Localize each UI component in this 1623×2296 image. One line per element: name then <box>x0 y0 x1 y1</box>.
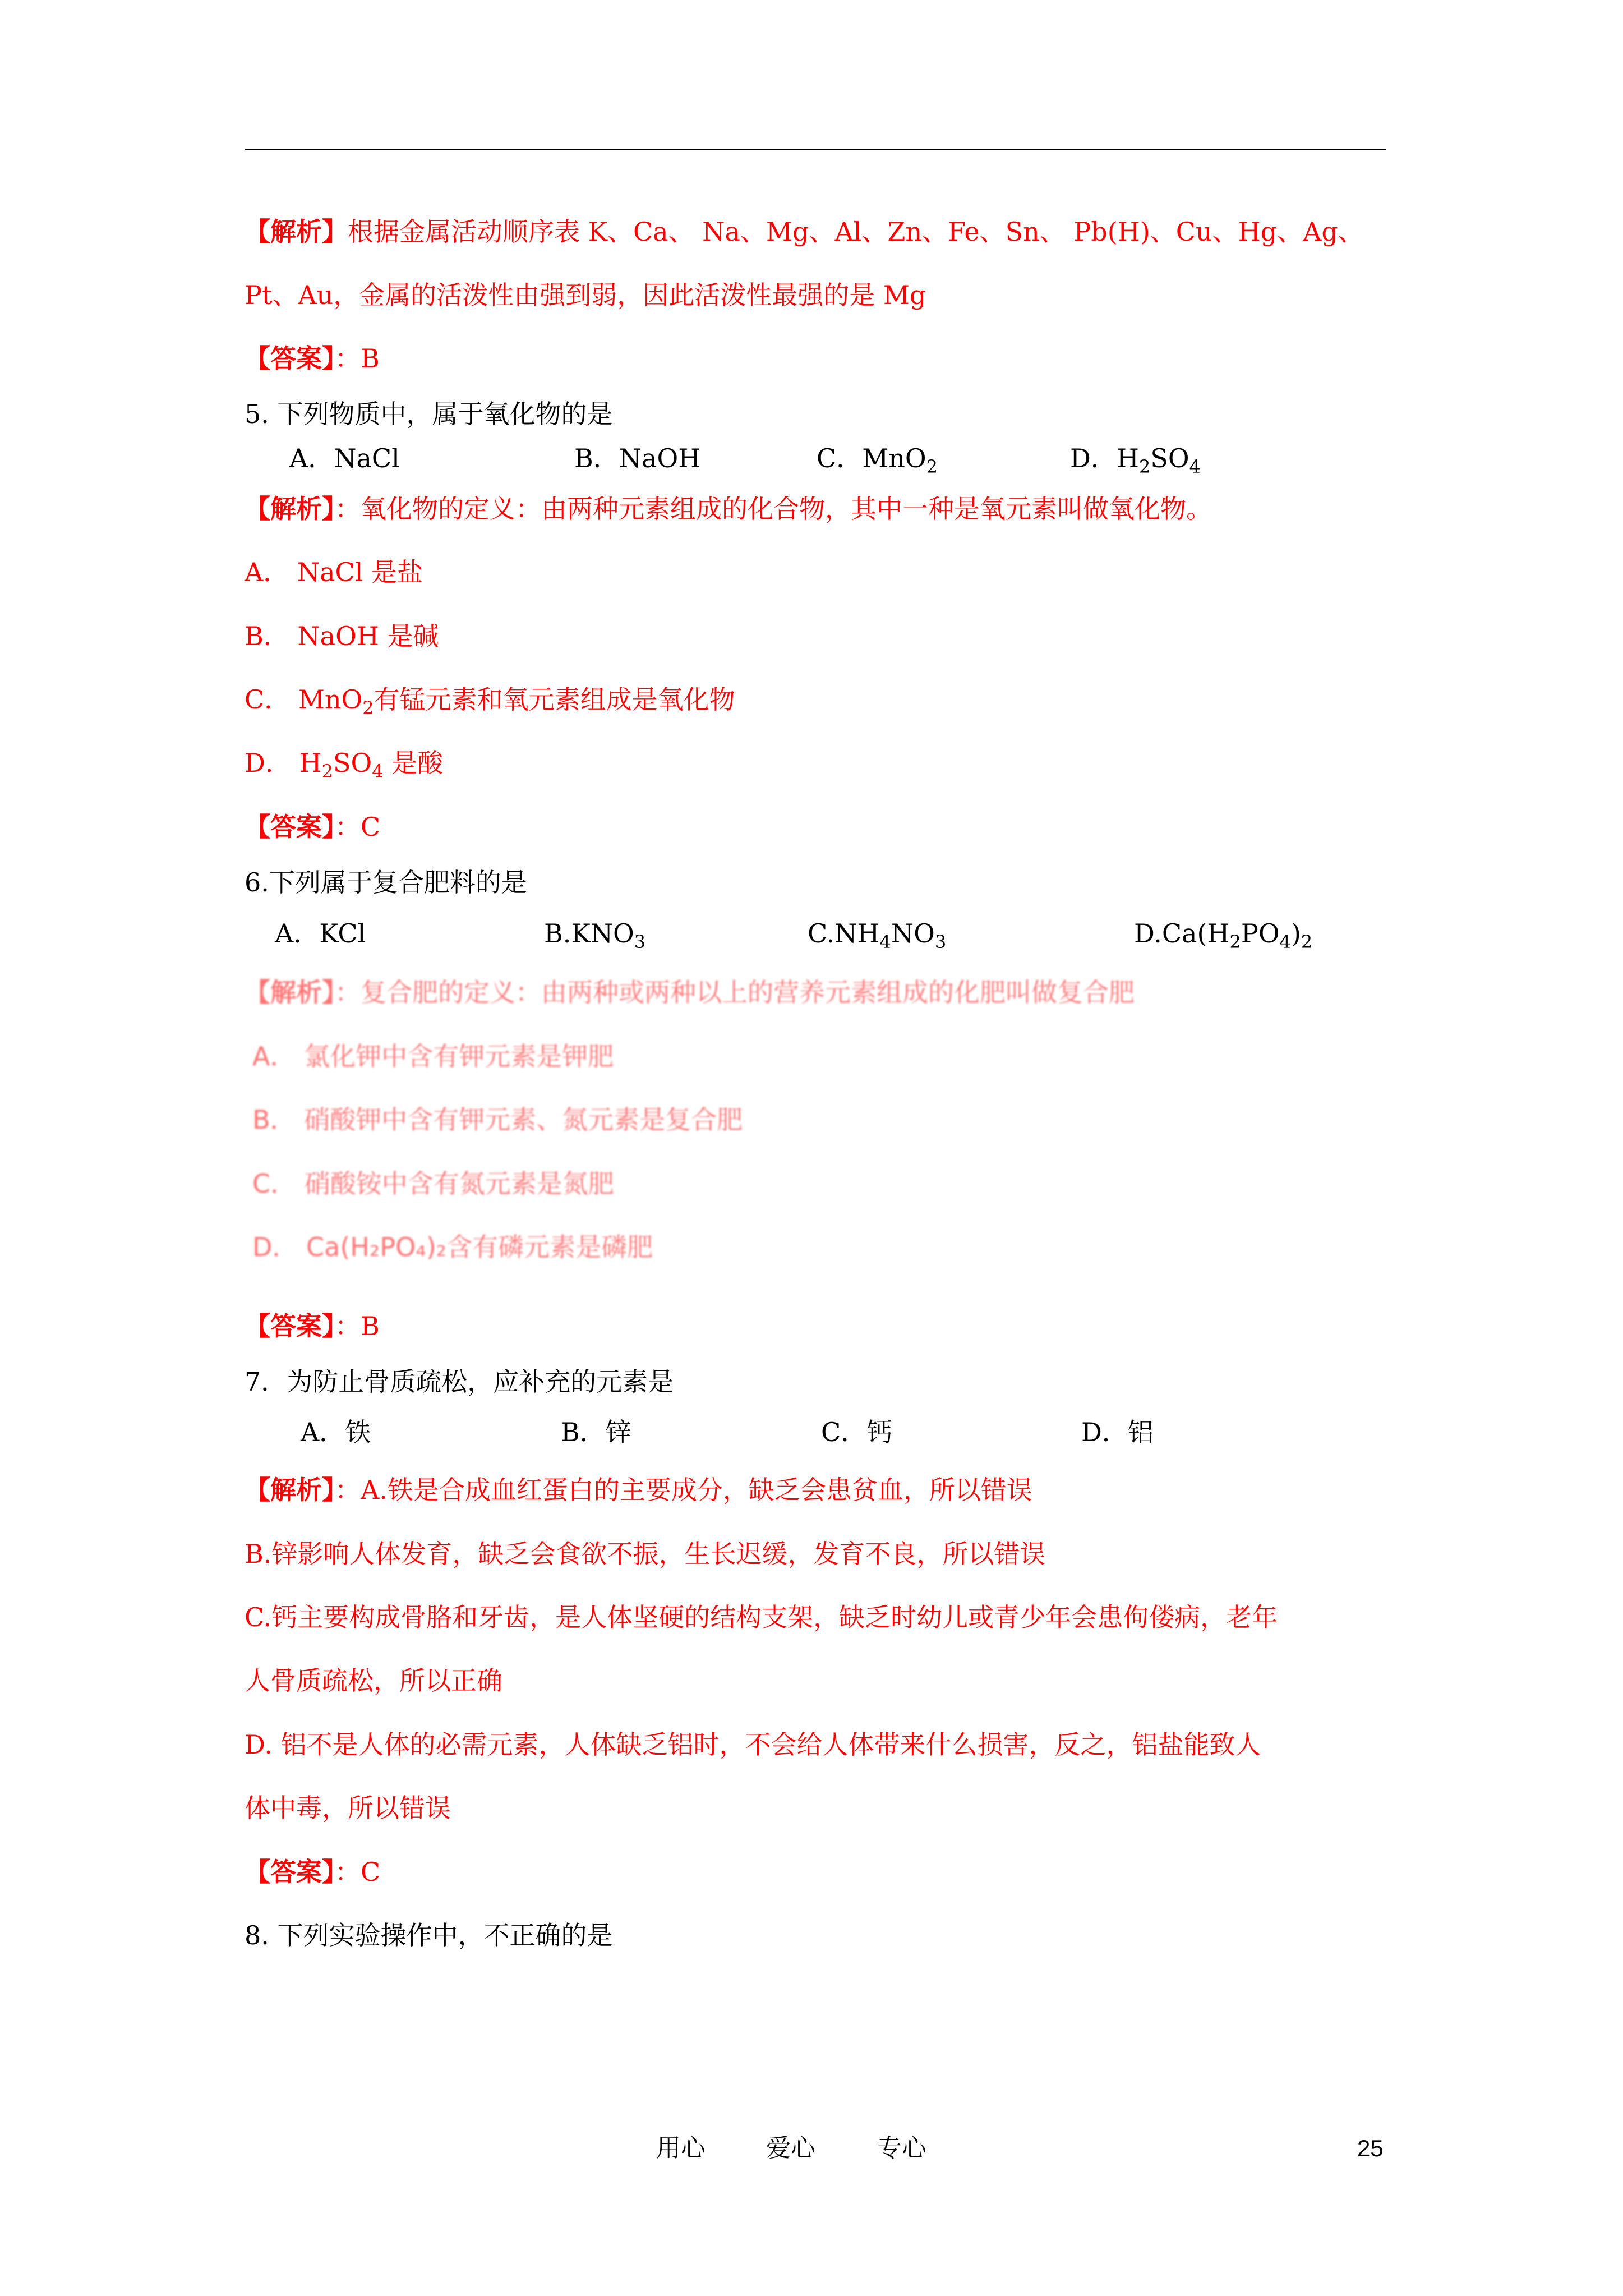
q5-answer-tag: 【答案】 <box>245 812 335 842</box>
q7-answer <box>245 1855 380 1889</box>
q5-analysis <box>245 492 1212 526</box>
q7-option-a: A．铁 <box>301 1417 371 1447</box>
q6-analysis <box>245 976 1135 1009</box>
q7-option-d: D．铝 <box>1081 1417 1154 1447</box>
q4-answer-tag: 【答案】 <box>245 343 335 374</box>
q5-line-a: A． NaCl 是盐 <box>245 557 423 587</box>
q6-option-d <box>1134 917 1312 959</box>
q5-option-a: A．NaCl <box>289 443 400 473</box>
q7-option-c: C．钙 <box>821 1417 893 1447</box>
q5-line-d-post: 是酸 <box>383 748 444 778</box>
q5-line-b: B． NaOH 是碱 <box>245 621 439 651</box>
q6-option-b-text: B.KNO <box>544 918 634 949</box>
q4-answer-value: ：B <box>335 343 380 374</box>
q5-option-d-text: D．H <box>1070 443 1139 473</box>
q5-option-c-sub: 2 <box>926 456 938 477</box>
q6-line-a: A． 氯化钾中含有钾元素是钾肥 <box>252 1041 614 1071</box>
q7-line-d2: 体中毒，所以错误 <box>245 1793 451 1823</box>
q7-answer-tag: 【答案】 <box>245 1857 335 1887</box>
footer-word-3: 专心 <box>877 2134 926 2162</box>
q4-answer <box>245 342 380 375</box>
q5-line-c <box>245 683 735 725</box>
q7-line-c2: 人骨质疏松，所以正确 <box>245 1665 502 1696</box>
q6-line-d: D． Ca(H₂PO₄)₂含有磷元素是磷肥 <box>252 1232 653 1262</box>
q6-line-c: C． 硝酸铵中含有氮元素是氮肥 <box>252 1168 614 1199</box>
q5-answer-value: ：C <box>335 812 381 842</box>
q5-answer <box>245 810 380 844</box>
q6-answer-tag: 【答案】 <box>245 1311 335 1341</box>
q6-answer <box>245 1309 380 1343</box>
footer-word-2: 爱心 <box>766 2134 815 2162</box>
q5-stem: 5. 下列物质中，属于氧化物的是 <box>245 399 613 429</box>
q5-analysis-tag: 【解析】 <box>245 494 335 524</box>
q7-option-b: B．锌 <box>561 1417 631 1447</box>
q6-option-c <box>808 917 946 959</box>
q6-line-b: B． 硝酸钾中含有钾元素、氮元素是复合肥 <box>252 1105 743 1135</box>
q6-option-b <box>544 917 645 959</box>
q6-option-c-sub2: 3 <box>934 931 947 953</box>
q6-option-b-sub: 3 <box>634 931 646 953</box>
q6-analysis-text: ：复合肥的定义：由两种或两种以上的营养元素组成的化肥叫做复合肥 <box>335 977 1135 1007</box>
q6-option-a: A．KCl <box>275 918 366 949</box>
q4-analysis-line-2: Pt、Au，金属的活泼性由强到弱，因此活泼性最强的是 Mg <box>245 280 926 310</box>
q7-line-c1: C.钙主要构成骨胳和牙齿，是人体坚硬的结构支架，缺乏时幼儿或青少年会患佝偻病，老年 <box>245 1602 1278 1632</box>
q7-analysis-text: ：A.铁是合成血红蛋白的主要成分，缺乏会患贫血，所以错误 <box>335 1475 1032 1505</box>
header-rule <box>245 149 1386 150</box>
q5-analysis-text: ：氧化物的定义：由两种元素组成的化合物，其中一种是氧元素叫做氧化物。 <box>335 494 1212 524</box>
q5-line-d-mid: SO <box>333 748 372 778</box>
q5-option-b: B．NaOH <box>574 443 701 473</box>
q5-line-c-sub: 2 <box>362 697 374 719</box>
q7-analysis <box>245 1473 1032 1507</box>
q6-answer-value: ：B <box>335 1311 380 1341</box>
q6-option-d-sub2: 4 <box>1279 931 1291 953</box>
q5-line-d-pre: D． H <box>245 748 322 778</box>
q5-option-d-sub2: 4 <box>1189 456 1201 477</box>
footer-word-1: 用心 <box>656 2134 706 2162</box>
q6-option-c-sub1: 4 <box>879 931 891 953</box>
q4-analysis-text: 根据金属活动顺序表 K、Ca、 Na、Mg、Al、Zn、Fe、Sn、 Pb(H)、Cu、Hg、Ag、 <box>348 217 1364 247</box>
q6-option-c-text: C.NH <box>808 918 880 949</box>
q7-analysis-tag: 【解析】 <box>245 1475 335 1505</box>
q4-analysis-tag: 【解析】 <box>245 217 348 247</box>
q5-line-d <box>245 746 443 788</box>
q6-option-c-mid: NO <box>891 918 935 949</box>
q5-line-d-sub1: 2 <box>321 761 333 782</box>
q6-option-d-post: ) <box>1290 918 1301 949</box>
q5-option-d <box>1070 441 1201 484</box>
q6-stem: 6.下列属于复合肥料的是 <box>245 867 527 898</box>
q5-option-c-text: C．MnO <box>817 443 926 473</box>
q6-analysis-tag: 【解析】 <box>245 977 335 1007</box>
q5-line-d-sub2: 4 <box>372 761 384 782</box>
q7-line-b: B.锌影响人体发育，缺乏会食欲不振，生长迟缓，发育不良，所以错误 <box>245 1539 1046 1569</box>
q7-answer-value: ：C <box>335 1857 381 1887</box>
q4-analysis-line-1 <box>245 215 1364 249</box>
q5-line-c-post: 有锰元素和氧元素组成是氧化物 <box>374 684 735 715</box>
page-number: 25 <box>1357 2135 1384 2161</box>
q5-line-c-pre: C． MnO <box>245 684 363 715</box>
q5-option-c <box>817 441 938 484</box>
q6-option-d-sub1: 2 <box>1229 931 1241 953</box>
q7-stem: 7．为防止骨质疏松，应补充的元素是 <box>245 1366 674 1397</box>
q7-line-d1: D. 铝不是人体的必需元素，人体缺乏铝时，不会给人体带来什么损害，反之，铝盐能致人 <box>245 1729 1261 1760</box>
q5-option-d-sub1: 2 <box>1139 456 1151 477</box>
q8-stem: 8. 下列实验操作中，不正确的是 <box>245 1920 613 1950</box>
q6-option-d-text: D.Ca(H <box>1134 918 1230 949</box>
q6-option-d-sub3: 2 <box>1301 931 1313 953</box>
q6-option-d-mid: PO <box>1241 918 1280 949</box>
q5-option-d-mid: SO <box>1150 443 1189 473</box>
